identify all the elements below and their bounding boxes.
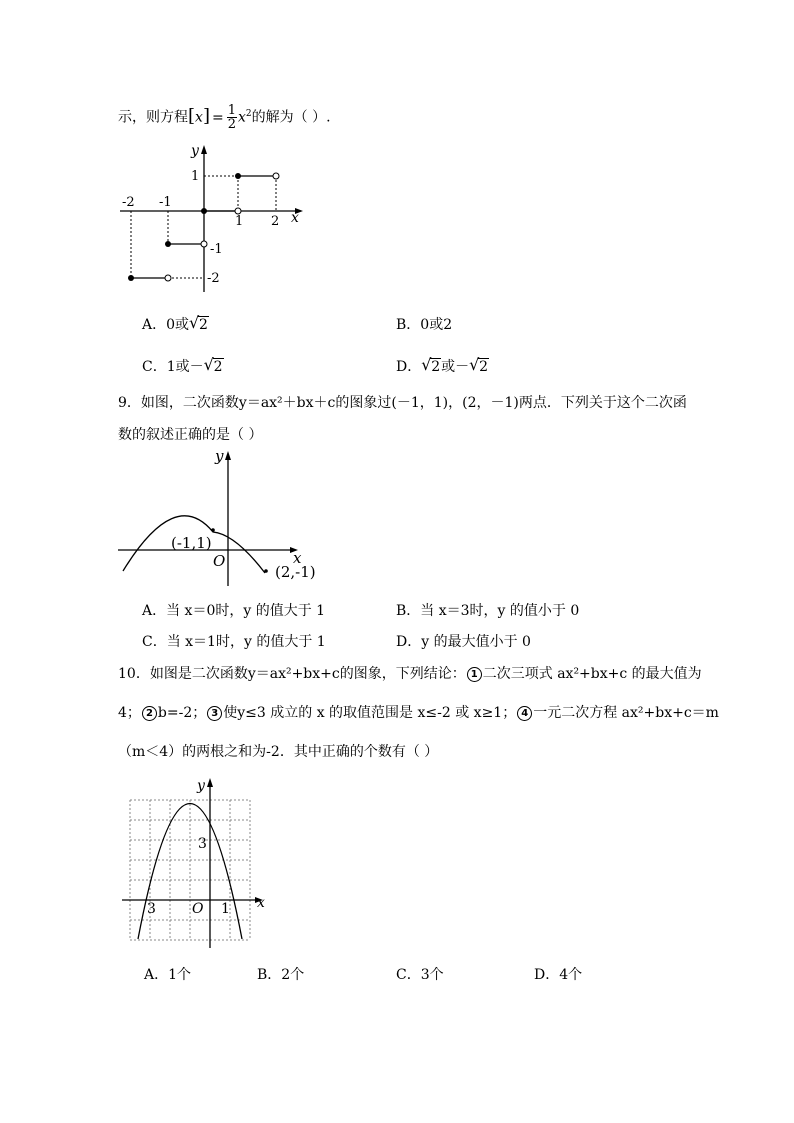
q8-tick-label: -2 bbox=[122, 195, 135, 210]
q10-parabola bbox=[138, 804, 242, 940]
q8-option-c-label: C． bbox=[142, 359, 167, 375]
q10-option-c[interactable]: C．3个 bbox=[396, 967, 444, 983]
q10-axis-y-label: y bbox=[197, 778, 205, 794]
q9-option-d[interactable]: D．y 的最大值小于 0 bbox=[396, 634, 531, 650]
sqrt-symbol: √ 2 bbox=[469, 355, 489, 375]
q10-label-3-x: 3 bbox=[147, 901, 156, 917]
q8-option-d-rad1: 2 bbox=[431, 359, 441, 375]
q10-stem-line1 bbox=[118, 664, 702, 684]
q10-y-arrow bbox=[207, 778, 213, 787]
q9-point-2-label: (2,-1) bbox=[275, 563, 316, 581]
q8-closed-point bbox=[165, 241, 171, 247]
q8-closed-point bbox=[235, 173, 241, 179]
q8-closed-point bbox=[201, 208, 207, 214]
q10-option-d[interactable]: D．4个 bbox=[534, 967, 583, 983]
q8-option-b-label: B． bbox=[396, 317, 421, 333]
q8-tick-label: 2 bbox=[271, 214, 280, 229]
q9-stem-line2: 数的叙述正确的是（ ） bbox=[118, 427, 263, 443]
q8-option-d[interactable] bbox=[396, 357, 489, 377]
q9-stem-line1: 9．如图，二次函数y＝ax²＋bx＋c的图象过(－1，1)，(2，－1)两点．下列关于这个二次函 bbox=[118, 395, 687, 411]
q10-origin-label: O bbox=[192, 901, 204, 917]
sqrt-symbol: √ 2 bbox=[421, 355, 441, 375]
q10-circle-3: 3 bbox=[207, 706, 222, 721]
q10-grid bbox=[130, 800, 250, 940]
q8-option-d-rad2: 2 bbox=[479, 359, 489, 375]
q8-equals: = bbox=[211, 109, 224, 126]
q8-graph bbox=[115, 140, 310, 295]
q8-option-a-label: A． bbox=[142, 317, 167, 333]
q10-line1-pre: 10．如图是二次函数y＝ax²+bx+c的图象，下列结论： bbox=[118, 666, 466, 682]
q8-tick-label: 1 bbox=[235, 214, 244, 229]
q8-option-d-mid: 或－ bbox=[441, 359, 470, 375]
q8-option-a[interactable] bbox=[142, 315, 209, 335]
q8-option-a-text: 0或 bbox=[166, 317, 190, 333]
sqrt-symbol: √ 2 bbox=[203, 355, 223, 375]
q10-option-b[interactable]: B．2个 bbox=[257, 967, 305, 983]
q8-tick-label: -1 bbox=[210, 242, 223, 257]
q9-y-arrow bbox=[225, 451, 231, 460]
q9-option-b[interactable]: B．当 x＝3时，y 的值小于 0 bbox=[396, 603, 580, 619]
q8-frac-num: 1 bbox=[227, 103, 236, 119]
q10-label-3-y: 3 bbox=[198, 836, 207, 852]
q8-bracket-open: [ bbox=[188, 105, 196, 127]
q8-frac-den: 2 bbox=[227, 117, 236, 133]
q8-tick-label: -1 bbox=[159, 195, 172, 210]
q10-axis-x-label: x bbox=[257, 895, 265, 911]
q9-axis-y-label: y bbox=[215, 447, 224, 465]
q10-option-a[interactable]: A．1个 bbox=[144, 967, 192, 983]
q9-graph bbox=[115, 446, 330, 586]
q10-line2-a: 4； bbox=[118, 705, 141, 721]
q8-stem-suffix: 的解为（ ）. bbox=[251, 109, 331, 126]
q9-point-1-label: (-1,1) bbox=[171, 534, 212, 552]
q9-point-2 bbox=[264, 569, 268, 573]
q8-rhs-var: x bbox=[237, 109, 246, 126]
q10-line2-c: 使y≤3 成立的 x 的取值范围是 x≤-2 或 x≥1； bbox=[223, 705, 517, 721]
q8-closed-point bbox=[128, 275, 134, 281]
q10-stem-line3: （m＜4）的两根之和为-2．其中正确的个数有（ ） bbox=[118, 744, 439, 760]
q9-point-1 bbox=[211, 528, 215, 532]
q8-option-c[interactable] bbox=[142, 357, 224, 377]
q8-option-c-rad: 2 bbox=[213, 359, 223, 375]
q10-circle-1: 1 bbox=[467, 667, 482, 682]
q10-circle-4: 4 bbox=[517, 706, 532, 721]
q8-y-arrow bbox=[201, 145, 207, 154]
q10-circle-2: 2 bbox=[142, 706, 157, 721]
q8-tick-label: -2 bbox=[207, 271, 220, 286]
q8-option-a-rad: 2 bbox=[199, 317, 208, 333]
q9-axis-x-label: x bbox=[293, 549, 302, 567]
q8-stem bbox=[118, 104, 331, 131]
q8-option-c-text: 1或－ bbox=[166, 359, 204, 375]
sqrt-symbol: √ 2 bbox=[189, 313, 208, 333]
q10-label-1-x: 1 bbox=[221, 901, 230, 917]
q8-option-b[interactable] bbox=[396, 315, 452, 335]
q8-option-d-label: D． bbox=[396, 359, 422, 375]
q8-tick-label: 1 bbox=[191, 169, 200, 184]
q8-fraction bbox=[227, 104, 237, 131]
q10-line1-post: 二次三项式 ax²+bx+c 的最大值为 bbox=[482, 666, 702, 682]
q8-lhs-var: x bbox=[195, 109, 203, 126]
q8-open-point bbox=[201, 241, 207, 247]
q8-open-point bbox=[165, 275, 171, 281]
q8-axis-y-label: y bbox=[191, 143, 199, 159]
q9-origin-label: O bbox=[213, 552, 226, 570]
q8-axis-x-label: x bbox=[291, 210, 299, 226]
q8-open-point bbox=[273, 173, 279, 179]
q9-option-c[interactable]: C．当 x＝1时，y 的值大于 1 bbox=[142, 634, 326, 650]
q9-option-a[interactable]: A．当 x＝0时，y 的值大于 1 bbox=[142, 603, 326, 619]
q8-rhs-exp: 2 bbox=[245, 109, 252, 119]
q8-option-b-text: 0或2 bbox=[420, 317, 453, 333]
q8-stem-prefix: 示，则方程 bbox=[118, 109, 188, 126]
q10-line2-b: b=-2； bbox=[157, 705, 207, 721]
q10-graph bbox=[118, 773, 278, 953]
q8-bracket-close: ] bbox=[202, 105, 210, 127]
q10-stem-line2 bbox=[118, 703, 719, 723]
q10-line2-d: 一元二次方程 ax²+bx+c＝m bbox=[533, 705, 719, 721]
